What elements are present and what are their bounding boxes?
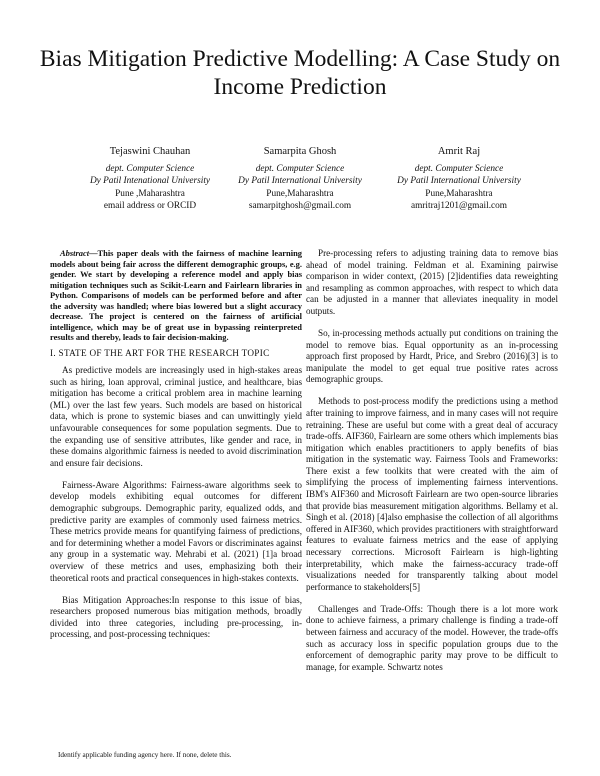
body-paragraph: Methods to post-process modify the predictions using a method after training to improve fairness, and in many cases will not require retraining. These are useful but come with a great deal of accuracy trade-offs. AIF360, Fairlearn are some others which implements bias mitigation which enables practitioners to apply benefits of bias mitigation in the systematic way. Fairness Tools and Frameworks: There exist a few toolkits that were created with the aim of simplifying the process of implementing fairness interventions. IBM's AIF360 and Microsoft Fairlearn are two open-source libraries that provide bias measurement mitigation algorithms. Bellamy et al. Singh et al. (2018) [4]also emphasise the collection of all algorithms offered in AIF360, which provides practitioners with straightforward features to evaluate fairness metrics and the ease of applying necessary corrections. Microsoft Fairlearn is high-lighting interpretability, which make the fairness-accuracy trade-off visualizations needed for transparently talking about model performance to stakeholders[5] [306,396,558,592]
author-location: Pune ,Maharashtra [115,188,185,199]
author-contact: email address or ORCID [103,201,197,212]
abstract-label: Abstract [60,248,90,258]
body-paragraph: As predictive models are increasingly used in high-stakes areas such as hiring, loan approval, criminal justice, and healthcare, bias mitigation has become a critical problem area in machine learning (ML) over the last few years. Such models are based on historical data, which is prone to systemic biases and can unwittingly yield unfavourable consequences for some population segments. Due to the expanding use of sensitive attributes, like gender and race, in these domains algorithmic fairness is needed to avoid discrimination and ensure fair decisions. [50,365,302,468]
author-location: Pune,Maharashtra [425,188,493,199]
abstract [50,248,302,343]
body-paragraph: So, in-processing methods actually put conditions on training the model to remove bias. Equal opportunity as an in-processing approach first proposed by Hardt, Price, and Srebro (2016)[3] is to manipulate the model to get equal true positive rates across demographic groups. [306,327,558,385]
author-block-2 [210,145,390,213]
author-location: Pune,Maharashtra [266,188,334,199]
author-block-3 [369,145,549,213]
body-paragraph: Fairness-Aware Algorithms: Fairness-aware algorithms seek to develop models exhibiting equal outcomes for different demographic subgroups. Demographic parity, equalized odds, and predictive parity are examples of commonly used fairness metrics. These metrics provide means for quantifying fairness of predictions, and for determining whether a model Favors or discriminates against any group in a systematic way. Mehrabi et al. (2021) [1]a broad overview of these metrics and uses, emphasizing both their theoretical roots and practical consequences in high-stakes contexts. [50,479,302,583]
footnote: Identify applicable funding agency here. If none, delete this. [58,751,232,759]
right-column [306,248,558,684]
author-name: Samarpita Ghosh [263,146,337,157]
body-paragraph: Pre-processing refers to adjusting training data to remove bias ahead of model training. Feldman et al. Examining pairwise comparison in wider context, (2015) [2]identifies data reweighting and resampling as common approaches, with respect to which data can be adjusted in a manner that alleviates inequality in model outputs. [306,248,558,316]
abstract-text: —This paper deals with the fairness of machine learning models about being fair across the different demographic groups, e.g. gender. We start by developing a reference model and apply bias mitigation techniques such as Scikit-Learn and Fairlearn libraries in Python. Comparisons of models can be performed before and after the adversity was handled; where bias lowered but a slight accuracy decrease. The project is centered on the fairness of artificial intelligence, which may be of great use in bypassing reinterpreted results and thereby, leads to fair decision-making. [50,248,302,342]
author-dept: dept. Computer Science [255,164,345,174]
paper-title: Bias Mitigation Predictive Modelling: A Case Study on Income Prediction [39,46,561,100]
section-heading: I. STATE OF THE ART FOR THE RESEARCH TOPIC [50,347,270,358]
left-column [50,248,302,651]
author-name: Tejaswini Chauhan [109,146,191,157]
author-university: Dy Patil Intenational University [89,176,211,187]
author-contact: amritraj1201@gmail.com [410,201,508,212]
author-name: Amrit Raj [437,146,481,157]
author-university: Dy Patil International University [238,176,362,187]
body-paragraph: Bias Mitigation Approaches:In response to this issue of bias, researchers proposed numerous bias mitigation methods, broadly divided into three categories, including pre-processing, in-processing, and post-processing techniques: [50,594,302,640]
author-contact: samarpitghosh@gmail.com [248,201,352,212]
author-dept: dept. Computer Science [414,164,504,174]
body-paragraph: Challenges and Trade-Offs: Though there is a lot more work done to achieve fairness, a primary challenge is finding a trade-off between fairness and accuracy of the model. However, the trade-offs such as accuracy loss in specific population groups due to the enforcement of demographic parity may prove to be difficult to manage, for example. Schwartz notes [306,603,558,672]
author-university: Dy Patil International University [397,176,521,187]
author-dept: dept. Computer Science [105,164,195,174]
